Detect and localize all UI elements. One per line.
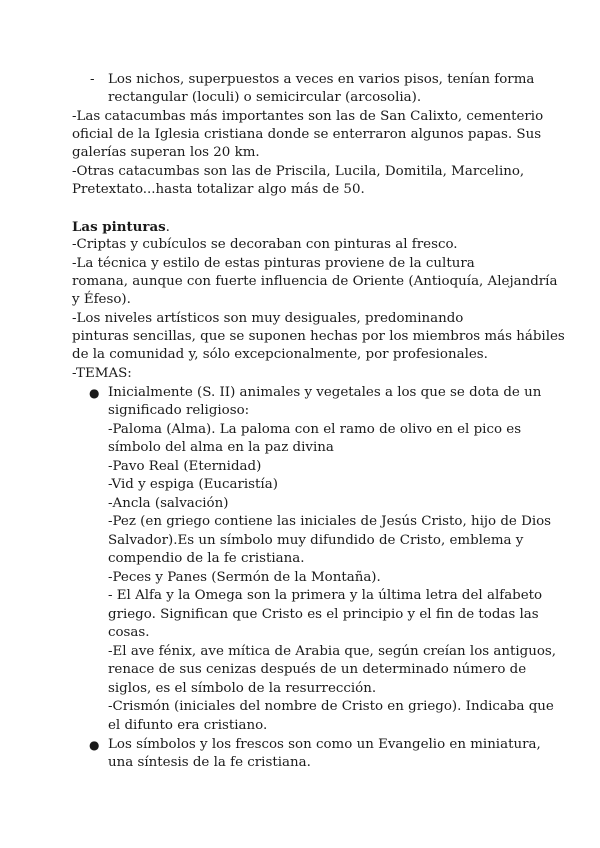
- text-line: -Pavo Real (Eternidad): [108, 459, 262, 474]
- text-line: el difunto era cristiano.: [108, 718, 268, 733]
- text-line: cosas.: [108, 625, 150, 640]
- text-line: símbolo del alma en la paz divina: [108, 440, 334, 455]
- text-line: significado religioso:: [108, 403, 250, 418]
- text-line: -Vid y espiga (Eucaristía): [108, 477, 278, 492]
- text-line: -Crismón (iniciales del nombre de Cristo en griego). Indicaba que: [108, 699, 554, 714]
- text-line: renace de sus cenizas después de un determinado número de: [108, 662, 527, 677]
- text-line: una síntesis de la fe cristiana.: [108, 755, 311, 770]
- section-heading: [72, 218, 170, 237]
- text-line: oficial de la Iglesia cristiana donde se enterraron algunos papas. Sus: [72, 127, 542, 142]
- text-line: - El Alfa y la Omega son la primera y la última letra del alfabeto: [108, 588, 543, 603]
- text-line: Pretextato...hasta totalizar algo más de 50.: [72, 182, 365, 197]
- text-line: Salvador).Es un símbolo muy difundido de Cristo, emblema y: [108, 533, 524, 548]
- text-line: -El ave fénix, ave mítica de Arabia que, según creían los antiguos,: [108, 644, 557, 659]
- text-line: Inicialmente (S. II) animales y vegetales a los que se dota de un: [108, 385, 542, 400]
- text-line: -Otras catacumbas son las de Priscila, Lucila, Domitila, Marcelino,: [72, 164, 525, 179]
- text-line: griego. Significan que Cristo es el principio y el fin de todas las: [108, 607, 539, 622]
- text-line: compendio de la fe cristiana.: [108, 551, 305, 566]
- list-dash: -: [90, 72, 95, 87]
- text-line: -Las catacumbas más importantes son las de San Calixto, cementerio: [72, 109, 544, 124]
- text-line: galerías superan los 20 km.: [72, 145, 260, 160]
- text-line: -La técnica y estilo de estas pinturas proviene de la cultura: [72, 256, 475, 271]
- bullet-icon: ●: [89, 738, 100, 752]
- section-title-period: .: [165, 220, 170, 235]
- bullet-icon: ●: [89, 386, 100, 400]
- text-line: pinturas sencillas, que se suponen hechas por los miembros más hábiles: [72, 329, 565, 344]
- text-line: de la comunidad y, sólo excepcionalmente, por profesionales.: [72, 347, 488, 362]
- text-line: Los nichos, superpuestos a veces en varios pisos, tenían forma: [108, 72, 535, 87]
- text-line: rectangular (loculi) o semicircular (arcosolia).: [108, 90, 422, 105]
- text-line: -Criptas y cubículos se decoraban con pinturas al fresco.: [72, 237, 458, 252]
- text-line: -Ancla (salvación): [108, 496, 229, 511]
- text-line: -Paloma (Alma). La paloma con el ramo de olivo en el pico es: [108, 422, 522, 437]
- text-line: y Éfeso).: [72, 292, 131, 307]
- text-line: romana, aunque con fuerte influencia de Oriente (Antioquía, Alejandría: [72, 274, 558, 289]
- text-line: siglos, es el símbolo de la resurrección.: [108, 681, 377, 696]
- text-line: -TEMAS:: [72, 366, 132, 381]
- text-line: -Los niveles artísticos son muy desiguales, predominando: [72, 311, 464, 326]
- text-line: -Peces y Panes (Sermón de la Montaña).: [108, 570, 381, 585]
- text-line: -Pez (en griego contiene las iniciales de Jesús Cristo, hijo de Dios: [108, 514, 552, 529]
- section-title: Las pinturas: [72, 219, 166, 235]
- text-line: Los símbolos y los frescos son como un Evangelio en miniatura,: [108, 737, 541, 752]
